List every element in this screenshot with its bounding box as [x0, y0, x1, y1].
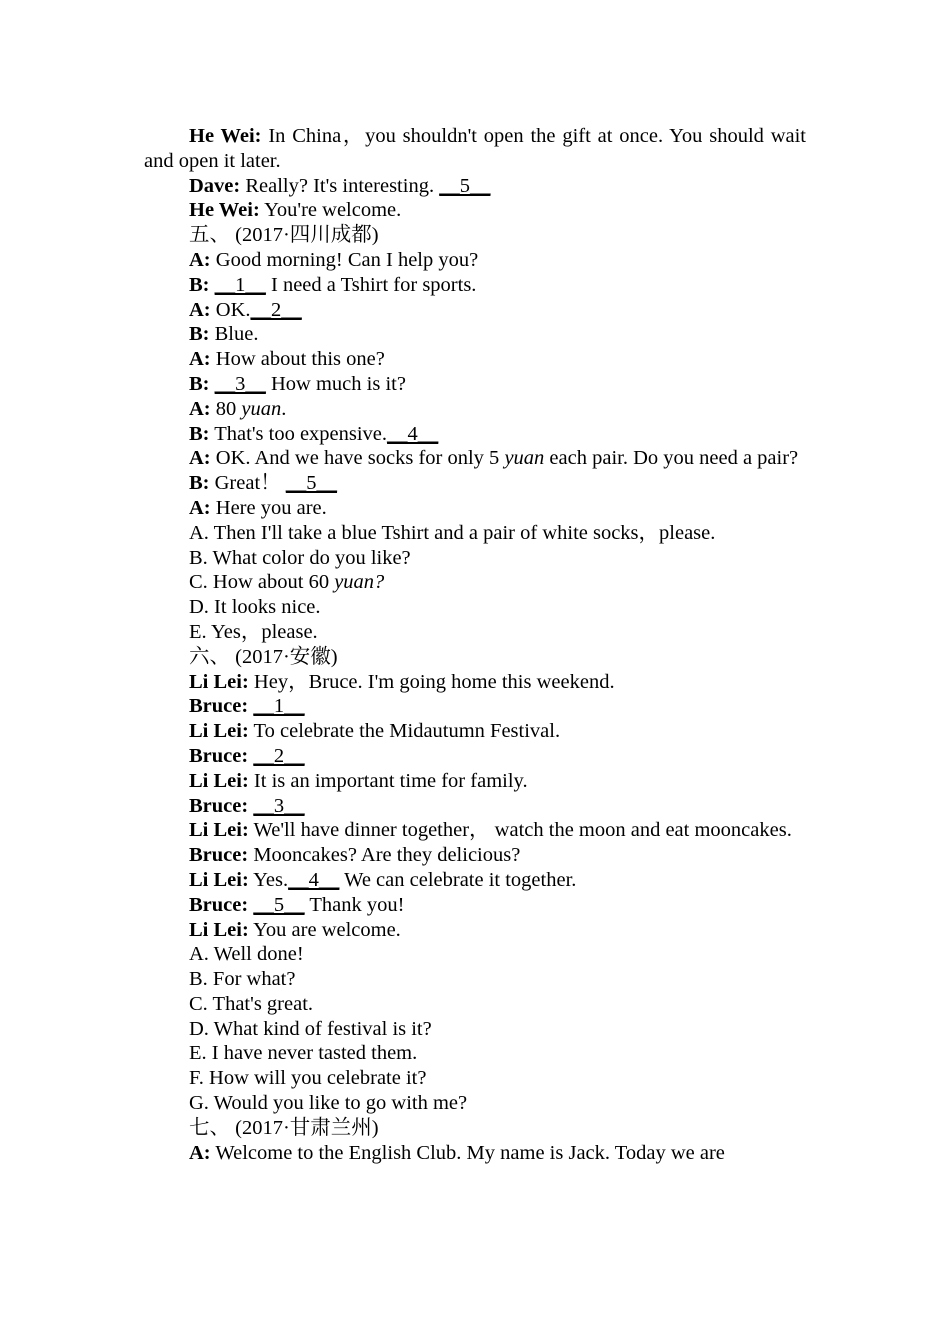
- speaker-label: Li Lei:: [189, 918, 249, 941]
- text-segment: .: [281, 397, 287, 420]
- text-segment: 六、 (2017·安徽): [189, 645, 338, 668]
- text-line: [144, 496, 806, 521]
- answer-blank: __2__: [253, 744, 305, 767]
- text-line: [144, 198, 806, 223]
- speaker-label: Li Lei:: [189, 819, 249, 842]
- text-line: [144, 670, 806, 695]
- text-segment: How much is it?: [265, 372, 406, 395]
- text-line: [144, 1017, 806, 1042]
- text-segment: I need a Tshirt for sports.: [265, 273, 477, 296]
- text-line: [144, 471, 806, 496]
- document-page: [144, 124, 806, 1165]
- text-segment: Blue.: [209, 323, 259, 346]
- text-segment: F. How will you celebrate it?: [189, 1067, 427, 1090]
- text-segment: Welcome to the English Club. My name is Jack. Today we are: [210, 1141, 725, 1164]
- text-segment: 五、 (2017·四川成都): [189, 224, 379, 247]
- text-line: [144, 174, 806, 199]
- speaker-label: A:: [189, 397, 211, 420]
- text-line: [144, 942, 806, 967]
- speaker-label: Bruce:: [189, 893, 249, 916]
- text-line: [144, 1091, 806, 1116]
- speaker-label: Li Lei:: [189, 670, 249, 693]
- text-line: [144, 1141, 806, 1166]
- speaker-label: Li Lei:: [189, 769, 249, 792]
- text-segment: B. For what?: [189, 968, 296, 991]
- answer-blank: __1__: [253, 695, 305, 718]
- text-line: [144, 967, 806, 992]
- italic-text: yuan: [241, 397, 282, 420]
- answer-blank: __5__: [253, 893, 305, 916]
- text-segment: Here you are.: [210, 496, 327, 519]
- text-line: [144, 273, 806, 298]
- text-segment: Hey，Bruce. I'm going home this weekend.: [248, 670, 615, 693]
- answer-blank: __4__: [387, 422, 439, 445]
- speaker-label: Bruce:: [189, 844, 249, 867]
- text-line: [144, 223, 806, 248]
- text-segment: A. Well done!: [189, 943, 304, 966]
- text-line: [144, 719, 806, 744]
- text-line: [144, 372, 806, 397]
- text-line: [144, 645, 806, 670]
- text-segment: We'll have dinner together， watch the moon and eat mooncakes.: [248, 819, 792, 842]
- text-line: [144, 546, 806, 571]
- speaker-label: He Wei:: [189, 199, 260, 222]
- speaker-label: Bruce:: [189, 744, 249, 767]
- text-segment: Mooncakes? Are they delicious?: [248, 844, 521, 867]
- speaker-label: B:: [189, 323, 210, 346]
- answer-blank: __3__: [253, 794, 305, 817]
- text-segment: B. What color do you like?: [189, 546, 411, 569]
- speaker-label: B:: [189, 422, 210, 445]
- speaker-label: B:: [189, 273, 210, 296]
- answer-blank: __4__: [288, 868, 340, 891]
- text-segment: We can celebrate it together.: [339, 868, 577, 891]
- text-segment: Yes.: [248, 868, 289, 891]
- text-segment: C. That's great.: [189, 992, 314, 1015]
- text-segment: E. Yes，please.: [189, 620, 318, 643]
- text-line: [144, 818, 806, 843]
- text-segment: D. It looks nice.: [189, 596, 321, 619]
- text-segment: 80: [210, 397, 242, 420]
- text-segment: Really? It's interesting.: [240, 174, 440, 197]
- text-segment: Thank you!: [304, 893, 405, 916]
- text-line: [144, 298, 806, 323]
- text-segment: Great！: [209, 472, 286, 495]
- text-segment: E. I have never tasted them.: [189, 1042, 418, 1065]
- text-line: [144, 595, 806, 620]
- speaker-label: He Wei:: [189, 125, 262, 147]
- text-line: [144, 521, 806, 546]
- speaker-label: Bruce:: [189, 794, 249, 817]
- answer-blank: __3__: [214, 372, 266, 395]
- text-line: [144, 248, 806, 273]
- dialogue-text: [144, 124, 806, 1165]
- text-line: [144, 322, 806, 347]
- text-segment: OK. And we have socks for only 5: [210, 447, 505, 470]
- text-line: [144, 124, 806, 174]
- text-line: [144, 1116, 806, 1141]
- text-line: [144, 446, 806, 471]
- text-segment: D. What kind of festival is it?: [189, 1017, 432, 1040]
- text-segment: C. How about 60: [189, 571, 335, 594]
- text-line: [144, 794, 806, 819]
- text-segment: 七、 (2017·甘肃兰州): [189, 1116, 379, 1139]
- speaker-label: B:: [189, 372, 210, 395]
- text-segment: You are welcome.: [248, 918, 401, 941]
- text-line: [144, 868, 806, 893]
- text-line: [144, 347, 806, 372]
- answer-blank: __5__: [285, 472, 338, 495]
- text-segment: each pair. Do you need a pair?: [544, 447, 799, 470]
- text-line: [144, 992, 806, 1017]
- text-line: [144, 744, 806, 769]
- text-line: [144, 1066, 806, 1091]
- text-segment: In China，you shouldn't open the gift at once. You should wait and open it later.: [144, 125, 807, 172]
- text-line: [144, 570, 806, 595]
- speaker-label: A:: [189, 1141, 211, 1164]
- text-segment: OK.: [210, 298, 251, 321]
- speaker-label: Li Lei:: [189, 868, 249, 891]
- speaker-label: Bruce:: [189, 695, 249, 718]
- speaker-label: Dave:: [189, 174, 241, 197]
- speaker-label: Li Lei:: [189, 720, 249, 743]
- text-line: [144, 694, 806, 719]
- answer-blank: __1__: [214, 273, 266, 296]
- text-line: [144, 1041, 806, 1066]
- text-segment: To celebrate the Midautumn Festival.: [248, 720, 561, 743]
- text-line: [144, 918, 806, 943]
- speaker-label: A:: [189, 447, 211, 470]
- italic-text: yuan?: [334, 571, 385, 594]
- text-line: [144, 422, 806, 447]
- text-segment: Good morning! Can I help you?: [210, 248, 479, 271]
- speaker-label: B:: [189, 472, 210, 495]
- text-line: [144, 769, 806, 794]
- answer-blank: __5__: [439, 174, 491, 197]
- text-segment: That's too expensive.: [209, 422, 388, 445]
- italic-text: yuan: [504, 447, 545, 470]
- text-line: [144, 620, 806, 645]
- speaker-label: A:: [189, 348, 211, 371]
- speaker-label: A:: [189, 496, 211, 519]
- text-line: [144, 397, 806, 422]
- text-segment: G. Would you like to go with me?: [189, 1092, 468, 1115]
- text-segment: How about this one?: [210, 348, 385, 371]
- speaker-label: A:: [189, 248, 211, 271]
- text-segment: A. Then I'll take a blue Tshirt and a pair of white socks，please.: [189, 521, 716, 544]
- text-line: [144, 893, 806, 918]
- answer-blank: __2__: [250, 298, 302, 321]
- text-line: [144, 843, 806, 868]
- text-segment: You're welcome.: [259, 199, 402, 222]
- speaker-label: A:: [189, 298, 211, 321]
- text-segment: It is an important time for family.: [248, 769, 528, 792]
